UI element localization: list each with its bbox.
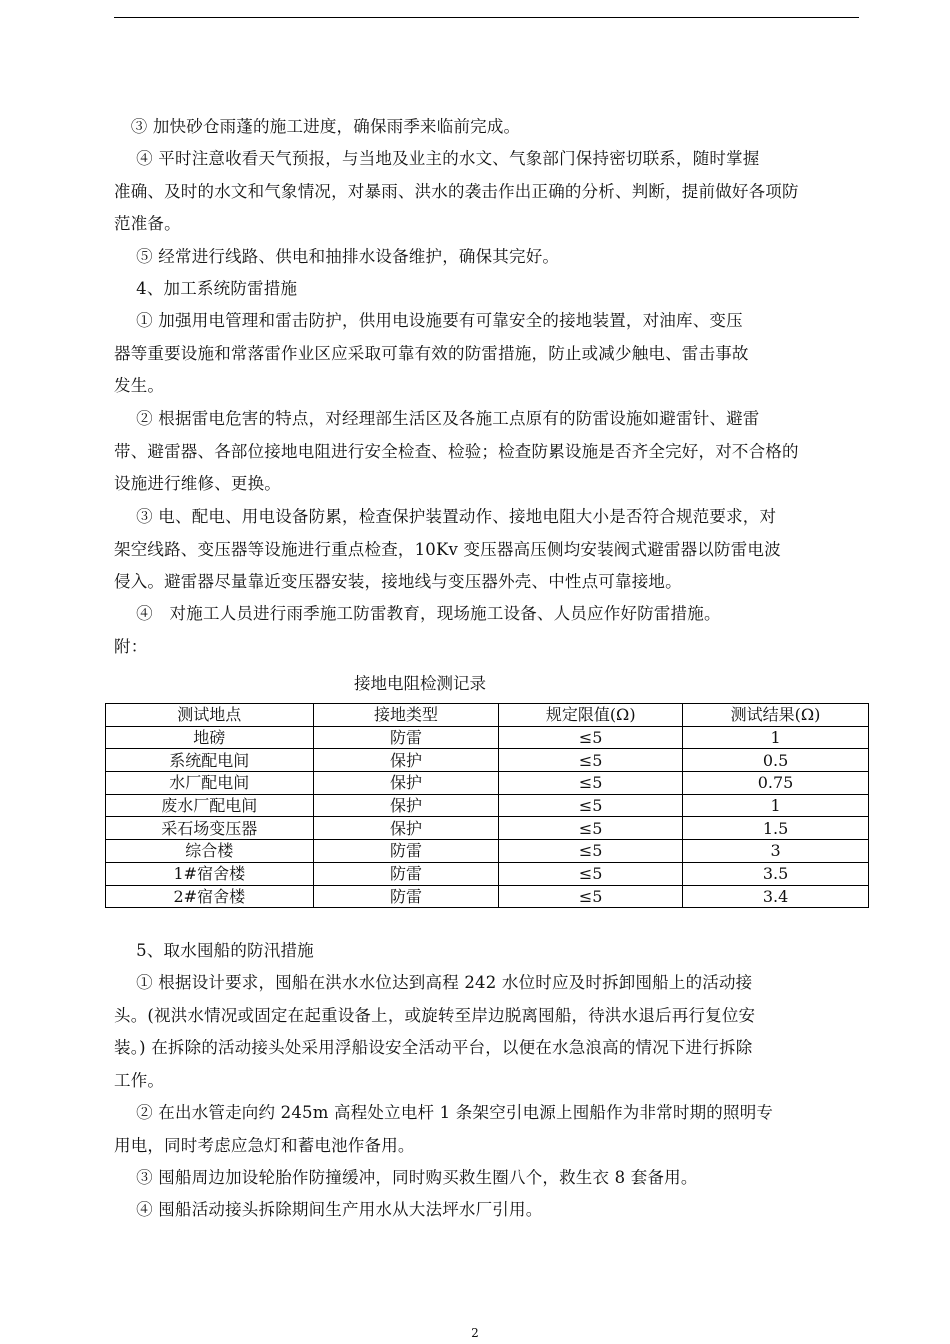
- paragraph: [114, 935, 860, 968]
- table-row: [106, 840, 869, 863]
- table-cell: 防雷: [313, 840, 499, 863]
- table-cell: 1: [683, 726, 869, 749]
- paragraph-line: ⑤ 经常进行线路、供电和抽排水设备维护，确保其完好。: [114, 247, 560, 266]
- table-cell: 0.75: [683, 772, 869, 795]
- paragraph-line: 侵入。避雷器尽量靠近变压器安装，接地线与变压器外壳、中性点可靠接地。: [114, 572, 682, 591]
- paragraph-line: ① 加强用电管理和雷击防护，供用电设施要有可靠安全的接地装置，对油库、变压: [114, 311, 743, 330]
- paragraph-line: 设施进行维修、更换。: [114, 474, 281, 493]
- paragraph-line: 器等重要设施和常落雷作业区应采取可靠有效的防雷措施，防止或减少触电、雷击事故: [114, 343, 749, 363]
- table-row: [106, 749, 869, 772]
- paragraph-line: ③ 电、配电、用电设备防累，检查保护装置动作、接地电阻大小是否符合规范要求，对: [114, 507, 777, 526]
- table-row: [106, 726, 869, 749]
- paragraph: [114, 1194, 860, 1227]
- paragraph-line: 用电，同时考虑应急灯和蓄电池作备用。: [114, 1135, 415, 1155]
- paragraph-line: ④ 平时注意收看天气预报，与当地及业主的水文、气象部门保持密切联系，随时掌握: [114, 149, 760, 168]
- header-location: 测试地点: [106, 704, 314, 727]
- table-row: [106, 862, 869, 885]
- table-cell: 地磅: [106, 726, 314, 749]
- paragraph: [114, 273, 860, 306]
- paragraph-line: 架空线路、变压器等设施进行重点检查，10Kv 变压器高压侧均安装阀式避雷器以防雷电波: [114, 539, 781, 559]
- table-cell: 保护: [313, 749, 499, 772]
- table-cell: 水厂配电间: [106, 772, 314, 795]
- paragraph-line: ④ 对施工人员进行雨季施工防雷教育，现场施工设备、人员应作好防雷措施。: [114, 604, 721, 623]
- table-cell: 综合楼: [106, 840, 314, 863]
- paragraph: [114, 598, 860, 663]
- table-cell: 防雷: [313, 885, 499, 908]
- paragraph: [114, 501, 860, 599]
- paragraph: [114, 1097, 860, 1162]
- table-cell: 1.5: [683, 817, 869, 840]
- paragraph-line: 头。(视洪水情况或固定在起重设备上，或旋转至岸边脱离囤船，待洪水退后再行复位安: [114, 1005, 756, 1025]
- table-cell: 0.5: [683, 749, 869, 772]
- table-cell: 保护: [313, 772, 499, 795]
- table-cell: ≤5: [499, 840, 683, 863]
- table-row: [106, 885, 869, 908]
- paragraph-line: 装。) 在拆除的活动接头处采用浮船设安全活动平台，以便在水急浪高的情况下进行拆除: [114, 1038, 753, 1057]
- paragraph-line: 5、取水囤船的防汛措施: [114, 941, 314, 960]
- header-ground-type: 接地类型: [313, 704, 499, 727]
- table-cell: 1: [683, 794, 869, 817]
- table-row: [106, 794, 869, 817]
- table-cell: 防雷: [313, 726, 499, 749]
- table-header-row: [106, 704, 869, 727]
- table-cell: ≤5: [499, 726, 683, 749]
- table-row: [106, 772, 869, 795]
- paragraph-line: ④ 囤船活动接头拆除期间生产用水从大法坪水厂引用。: [114, 1200, 543, 1219]
- paragraph: [114, 111, 860, 144]
- table-cell: 采石场变压器: [106, 817, 314, 840]
- paragraph-line: ② 在出水管走向约 245m 高程处立电杆 1 条架空引电源上囤船作为非常时期的照明专: [114, 1103, 774, 1122]
- paragraph: [114, 305, 860, 403]
- paragraph: [114, 241, 860, 274]
- table-cell: 系统配电间: [106, 749, 314, 772]
- ground-resistance-table: [105, 703, 869, 908]
- paragraph: [114, 143, 860, 241]
- header-result: 测试结果(Ω): [683, 704, 869, 727]
- table-cell: ≤5: [499, 862, 683, 885]
- paragraph-line: 带、避雷器、各部位接地电阻进行安全检查、检验；检查防累设施是否齐全完好，对不合格的: [114, 441, 799, 461]
- header-limit: 规定限值(Ω): [499, 704, 683, 727]
- paragraph-line: 准确、及时的水文和气象情况，对暴雨、洪水的袭击作出正确的分析、判断，提前做好各项防: [114, 181, 799, 201]
- table-cell: ≤5: [499, 794, 683, 817]
- table-cell: 废水厂配电间: [106, 794, 314, 817]
- table-cell: 3.5: [683, 862, 869, 885]
- paragraph-line: 4、加工系统防雷措施: [114, 279, 298, 298]
- table-cell: ≤5: [499, 749, 683, 772]
- paragraph-line: 工作。: [114, 1070, 165, 1090]
- paragraph: [114, 1162, 860, 1195]
- paragraph: [114, 403, 860, 501]
- table-cell: ≤5: [499, 885, 683, 908]
- header-rule: [114, 17, 859, 18]
- table-row: [106, 817, 869, 840]
- paragraph-line: 发生。: [114, 376, 165, 395]
- table-cell: 保护: [313, 817, 499, 840]
- paragraph-line: ① 根据设计要求，囤船在洪水水位达到高程 242 水位时应及时拆卸囤船上的活动接: [114, 973, 753, 992]
- page-number: 2: [471, 1326, 479, 1340]
- table-cell: ≤5: [499, 817, 683, 840]
- paragraph-line: ③ 囤船周边加设轮胎作防撞缓冲，同时购买救生圈八个，救生衣 8 套备用。: [114, 1168, 698, 1187]
- table-cell: ≤5: [499, 772, 683, 795]
- table-cell: 2#宿舍楼: [106, 885, 314, 908]
- paragraph-line: 附：: [114, 636, 148, 656]
- table-cell: 1#宿舍楼: [106, 862, 314, 885]
- table-cell: 防雷: [313, 862, 499, 885]
- table-cell: 3: [683, 840, 869, 863]
- table-cell: 3.4: [683, 885, 869, 908]
- table-title: 接地电阻检测记录: [354, 674, 486, 693]
- paragraph-line: ③ 加快砂仓雨蓬的施工进度，确保雨季来临前完成。: [114, 117, 521, 136]
- table-cell: 保护: [313, 794, 499, 817]
- paragraph-line: ② 根据雷电危害的特点，对经理部生活区及各施工点原有的防雷设施如避雷针、避雷: [114, 409, 760, 428]
- paragraph-line: 范准备。: [114, 214, 181, 233]
- paragraph: [114, 967, 860, 1097]
